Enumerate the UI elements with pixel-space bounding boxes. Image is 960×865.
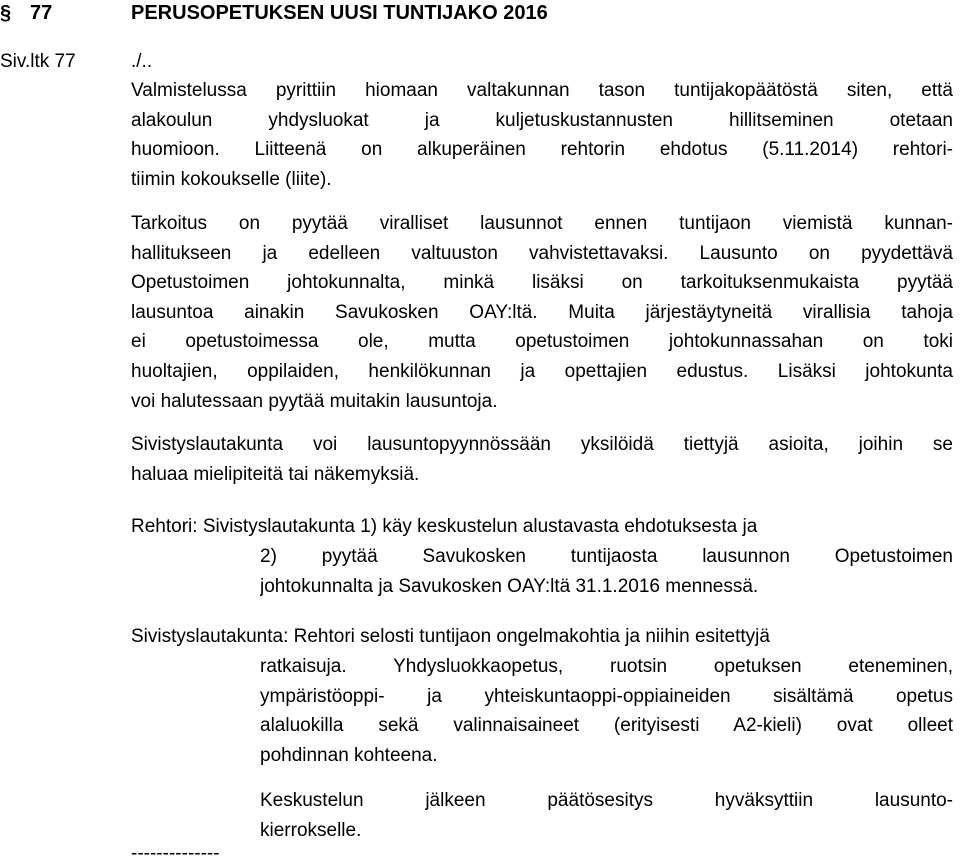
paragraph-statements [131,209,953,416]
proposal-text: Sivistyslautakunta 1) käy keskustelun alustavasta ehdotuksesta ja [202,516,758,537]
paragraph-line: tiimin kokoukselle (liite). [131,168,332,190]
proposal-line: johtokunnalta ja Savukosken OAY:ltä 31.1.2016 mennessä. [260,575,759,597]
paragraph-line: haluaa mielipiteitä tai näkemyksiä. [131,463,420,485]
decision-line: pohdinnan kohteena. [260,744,438,766]
section-symbol: § [0,2,12,24]
decision-line: ympäristöoppi- ja yhteiskuntaoppi-oppiaineiden sisältämä opetus [260,685,953,707]
decision-continuation [260,652,953,770]
decision-line: alaluokilla sekä valinnaisaineet (erityisesti A2-kieli) ovat olleet [260,715,953,737]
decision-label: Sivistyslautakunta: [131,626,289,647]
paragraph-line: alakoulun yhdysluokat ja kuljetuskustannusten hillitseminen otetaan [131,109,953,131]
continuation-mark: ./.. [131,51,153,72]
proposal-line: 2) pyytää Savukosken tuntijaosta lausunnon Opetustoimen [260,546,953,567]
decision-line: ratkaisuja. Yhdysluokkaopetus, ruotsin opetuksen eteneminen, [260,656,953,677]
decision-outcome-line: kierrokselle. [260,819,362,841]
proposal-first-line [131,512,757,542]
paragraph-line: voi halutessaan pyytää muitakin lausuntoja. [131,390,498,412]
paragraph-line: Sivistyslautakunta voi lausuntopyynnössään yksilöidä tiettyjä asioita, joihin se [131,434,953,455]
paragraph-line: Valmistelussa pyrittiin hiomaan valtakunnan tason tuntijakopäätöstä siten, että [131,80,953,101]
paragraph-preparation [131,76,953,194]
section-number: 77 [30,2,53,24]
separator-line: -------------- [131,843,220,864]
proposal-label: Rehtori: [131,516,198,537]
paragraph-line: Opetustoimen johtokunnalta, minkä lisäksi on tarkoituksenmukaista pyytää [131,272,953,294]
decision-first-line [131,622,770,652]
decision-outcome [260,786,953,845]
paragraph-line: Tarkoitus on pyytää viralliset lausunnot ennen tuntijaon viemistä kunnan- [131,213,953,234]
section-title: PERUSOPETUKSEN UUSI TUNTIJAKO 2016 [131,2,548,24]
paragraph-line: lausuntoa ainakin Savukosken OAY:ltä. Muita järjestäytyneitä virallisia tahoja [131,301,953,323]
reference-label: Siv.ltk 77 [0,51,76,72]
paragraph-line: ei opetustoimessa ole, mutta opetustoimen johtokunnassahan on toki [131,331,953,353]
proposal-continuation [260,542,953,601]
paragraph-line: huomioon. Liitteenä on alkuperäinen rehtorin ehdotus (5.11.2014) rehtori- [131,139,953,161]
decision-text: Rehtori selosti tuntijaon ongelmakohtia ja niihin esitettyjä [293,626,770,647]
decision-outcome-line: Keskustelun jälkeen päätösesitys hyväksyttiin lausunto- [260,790,953,811]
paragraph-line: hallitukseen ja edelleen valtuuston vahvistettavaksi. Lausunto on pyydettävä [131,242,953,264]
paragraph-line: huoltajien, oppilaiden, henkilökunnan ja opettajien edustus. Lisäksi johtokunta [131,360,953,382]
paragraph-committee [131,430,953,489]
